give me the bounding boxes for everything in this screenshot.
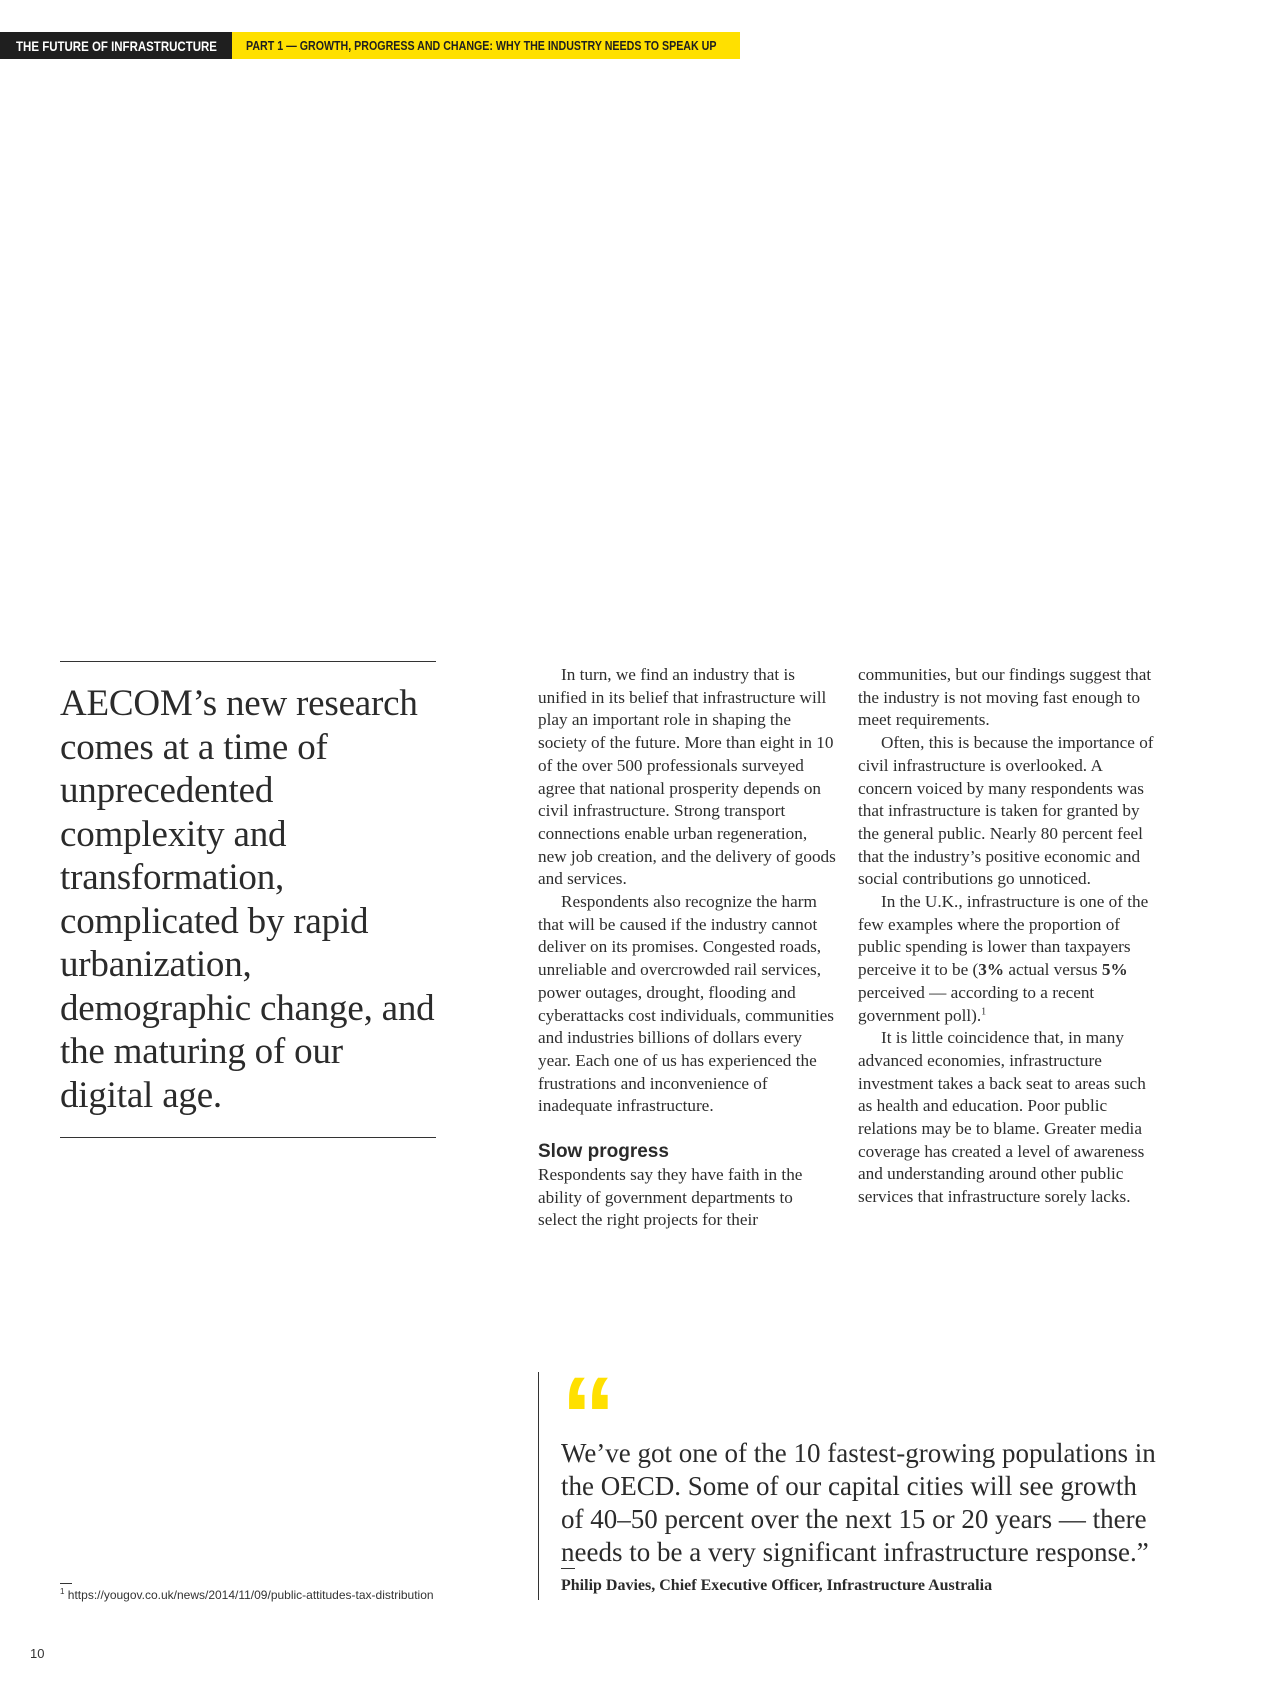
footnote-ref[interactable]: 1 [981, 1005, 987, 1017]
pull-quote-block [60, 661, 436, 1138]
testimonial-quote: We’ve got one of the 10 fastest-growing populations in the OECD. Some of our capital cities will see growth of 40–50 percent over the next 15 or 20 years — there needs to be a very significant infrastructure response.” [561, 1438, 1156, 1567]
section-title: THE FUTURE OF INFRASTRUCTURE [15, 37, 217, 54]
page-header [0, 32, 740, 59]
footnote [60, 1588, 434, 1602]
section-heading: Slow progress [538, 1141, 669, 1163]
paragraph: It is little coincidence that, in many advanced economies, infrastructure investment takes a back seat to areas such as health and education. Poor public relations may be to blame. Greater media coverage has created a level of awareness and understanding around other public services that infrastructure sorely lacks. [858, 1028, 1146, 1207]
footnote-number: 1 [60, 1587, 65, 1596]
quote-mark-icon: “ [561, 1355, 616, 1478]
footnote-dash [60, 1583, 72, 1584]
text-run: actual versus [1004, 960, 1102, 980]
text-run: perceived — according to a recent government poll). [858, 982, 1095, 1025]
pull-quote-text: AECOM’s new research comes at a time of unprecedented complexity and transformation, complicated by rapid urbanization, demographic change, and the maturing of our digital age. [60, 683, 435, 1116]
part-title: PART 1 — GROWTH, PROGRESS AND CHANGE: WHY THE INDUSTRY NEEDS TO SPEAK UP [246, 38, 717, 53]
body-column-1 [538, 664, 836, 1232]
footnote-link[interactable]: https://yougov.co.uk/news/2014/11/09/public-attitudes-tax-distribution [67, 1588, 434, 1602]
paragraph: Respondents also recognize the harm that will be caused if the industry cannot deliver on its promises. Congested roads, unreliable and overcrowded rail services, power outages, drought, flooding and cyberattacks cost individuals, communities and industries billions of dollars every year. Each one of us has experienced the frustrations and inconvenience of inadequate infrastructure. [538, 892, 834, 1116]
paragraph: communities, but our findings suggest that the industry is not moving fast enough to meet requirements. [858, 665, 1152, 730]
section-label [0, 32, 232, 59]
stat-actual: 3% [978, 960, 1005, 980]
paragraph: In turn, we find an industry that is unified in its belief that infrastructure will play an important role in shaping the society of the future. More than eight in 10 of the over 500 professionals surveyed agree that national prosperity depends on civil infrastructure. Strong transport connections enable urban regeneration, new job creation, and the delivery of goods and services. [538, 665, 836, 889]
paragraph: Respondents say they have faith in the ability of government departments to select the right projects for their [538, 1165, 803, 1230]
testimonial-attribution: Philip Davies, Chief Executive Officer, Infrastructure Australia [561, 1577, 993, 1594]
page-number: 10 [30, 1646, 45, 1661]
paragraph: Often, this is because the importance of civil infrastructure is overlooked. A concern voiced by many respondents was that infrastructure is taken for granted by the general public. Nearly 80 percent feel that the industry’s positive economic and social contributions go unnoticed. [858, 733, 1154, 889]
part-label [232, 32, 740, 59]
paragraph [858, 891, 1158, 1027]
stat-perceived: 5% [1101, 960, 1128, 980]
testimonial-block [538, 1355, 1179, 1600]
text-run: In the U.K., infrastructure is one of the few examples where the proportion of public spending is lower than taxpayers perceive it to be ( [858, 892, 1149, 980]
attribution-dash [561, 1568, 575, 1569]
pull-quote-bottom-rule [60, 1137, 436, 1138]
body-column-2 [858, 664, 1158, 1209]
